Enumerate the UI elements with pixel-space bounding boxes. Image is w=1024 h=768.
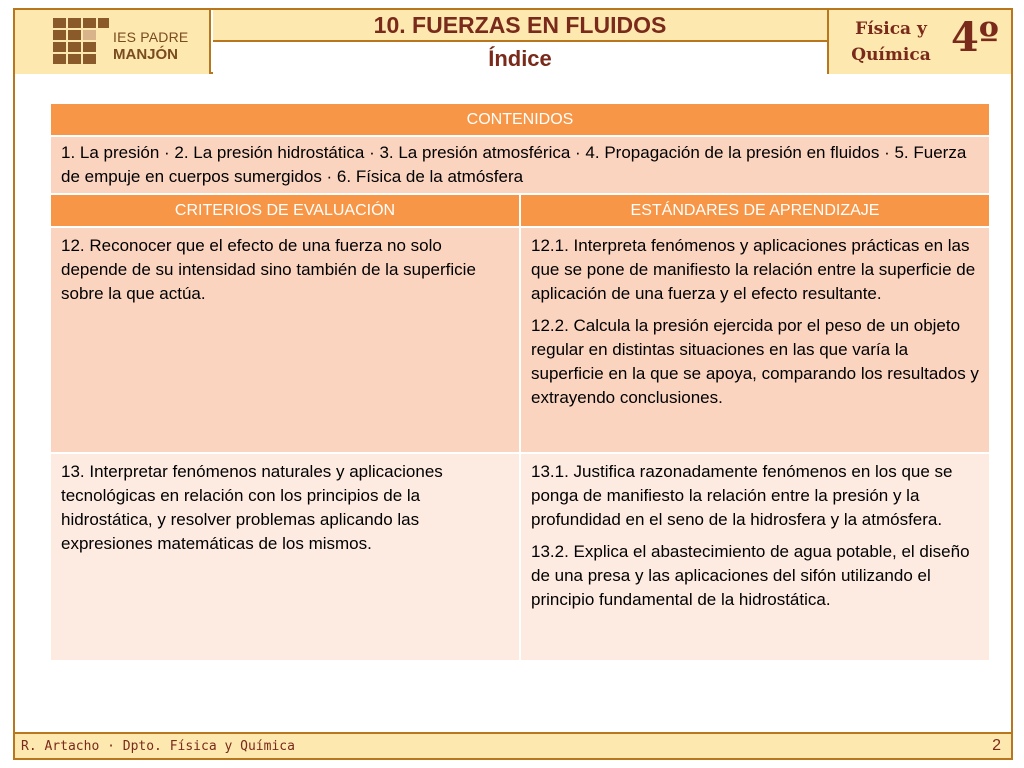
- school-logo: [15, 10, 211, 74]
- contents-text: 1. La presión · 2. La presión hidrostática · 3. La presión atmosférica · 4. Propagación de la presión en fluidos · 5. Fuerza de empuje en cuerpos sumergidos · 6. Física de la atmósfera: [50, 136, 990, 194]
- slide-header: [15, 10, 1011, 74]
- title-bar: [213, 10, 827, 42]
- table-row: [50, 227, 990, 453]
- criteria-header: CRITERIOS DE EVALUACIÓN: [50, 194, 520, 227]
- page-title: 10. FUERZAS EN FLUIDOS: [373, 12, 667, 38]
- logo-grid-icon: [53, 18, 109, 66]
- contents-header: CONTENIDOS: [50, 103, 990, 136]
- criterion-cell: 12. Reconocer que el efecto de una fuerza no solo depende de su intensidad sino también de la superficie sobre la que actúa.: [50, 227, 520, 453]
- standard-item: 12.2. Calcula la presión ejercida por el peso de un objeto regular en distintas situaciones en las que varía la superficie en la que se apoya, comparando los resultados y extrayendo conclusiones.: [531, 316, 979, 407]
- logo-text-line1: IES PADRE: [113, 29, 189, 45]
- footer-author: R. Artacho · Dpto. Física y Química: [21, 739, 295, 754]
- standards-header: ESTÁNDARES DE APRENDIZAJE: [520, 194, 990, 227]
- standard-item: 13.1. Justifica razonadamente fenómenos en los que se ponga de manifiesto la relación entre la presión y la profundidad en el seno de la hidrosfera y la atmósfera.: [531, 462, 953, 529]
- slide-footer: [15, 732, 1011, 758]
- subject-label: [841, 16, 941, 68]
- table-row: [50, 453, 990, 661]
- standard-item: 12.1. Interpreta fenómenos y aplicaciones prácticas en las que se pone de manifiesto la relación entre la superficie de aplicación de una fuerza y el efecto resultante.: [531, 236, 976, 303]
- subject-line1: Física y: [855, 19, 927, 39]
- standards-cell: [520, 227, 990, 453]
- page-subtitle: Índice: [488, 46, 552, 71]
- curriculum-table: [49, 102, 991, 662]
- standards-cell: [520, 453, 990, 661]
- grade-label: 4º: [951, 14, 999, 61]
- page-number: 2: [992, 737, 1001, 754]
- subject-line2: Química: [851, 45, 931, 65]
- subject-badge: [827, 10, 1011, 74]
- subtitle-bar: [213, 44, 827, 74]
- logo-text-line2: MANJÓN: [113, 46, 179, 63]
- standard-item: 13.2. Explica el abastecimiento de agua potable, el diseño de una presa y las aplicaciones del sifón utilizando el principio fundamental de la hidrostática.: [531, 542, 970, 609]
- slide-frame: [13, 8, 1013, 760]
- criterion-cell: 13. Interpretar fenómenos naturales y aplicaciones tecnológicas en relación con los principios de la hidrostática, y resolver problemas aplicando las expresiones matemáticas de los mismos.: [50, 453, 520, 661]
